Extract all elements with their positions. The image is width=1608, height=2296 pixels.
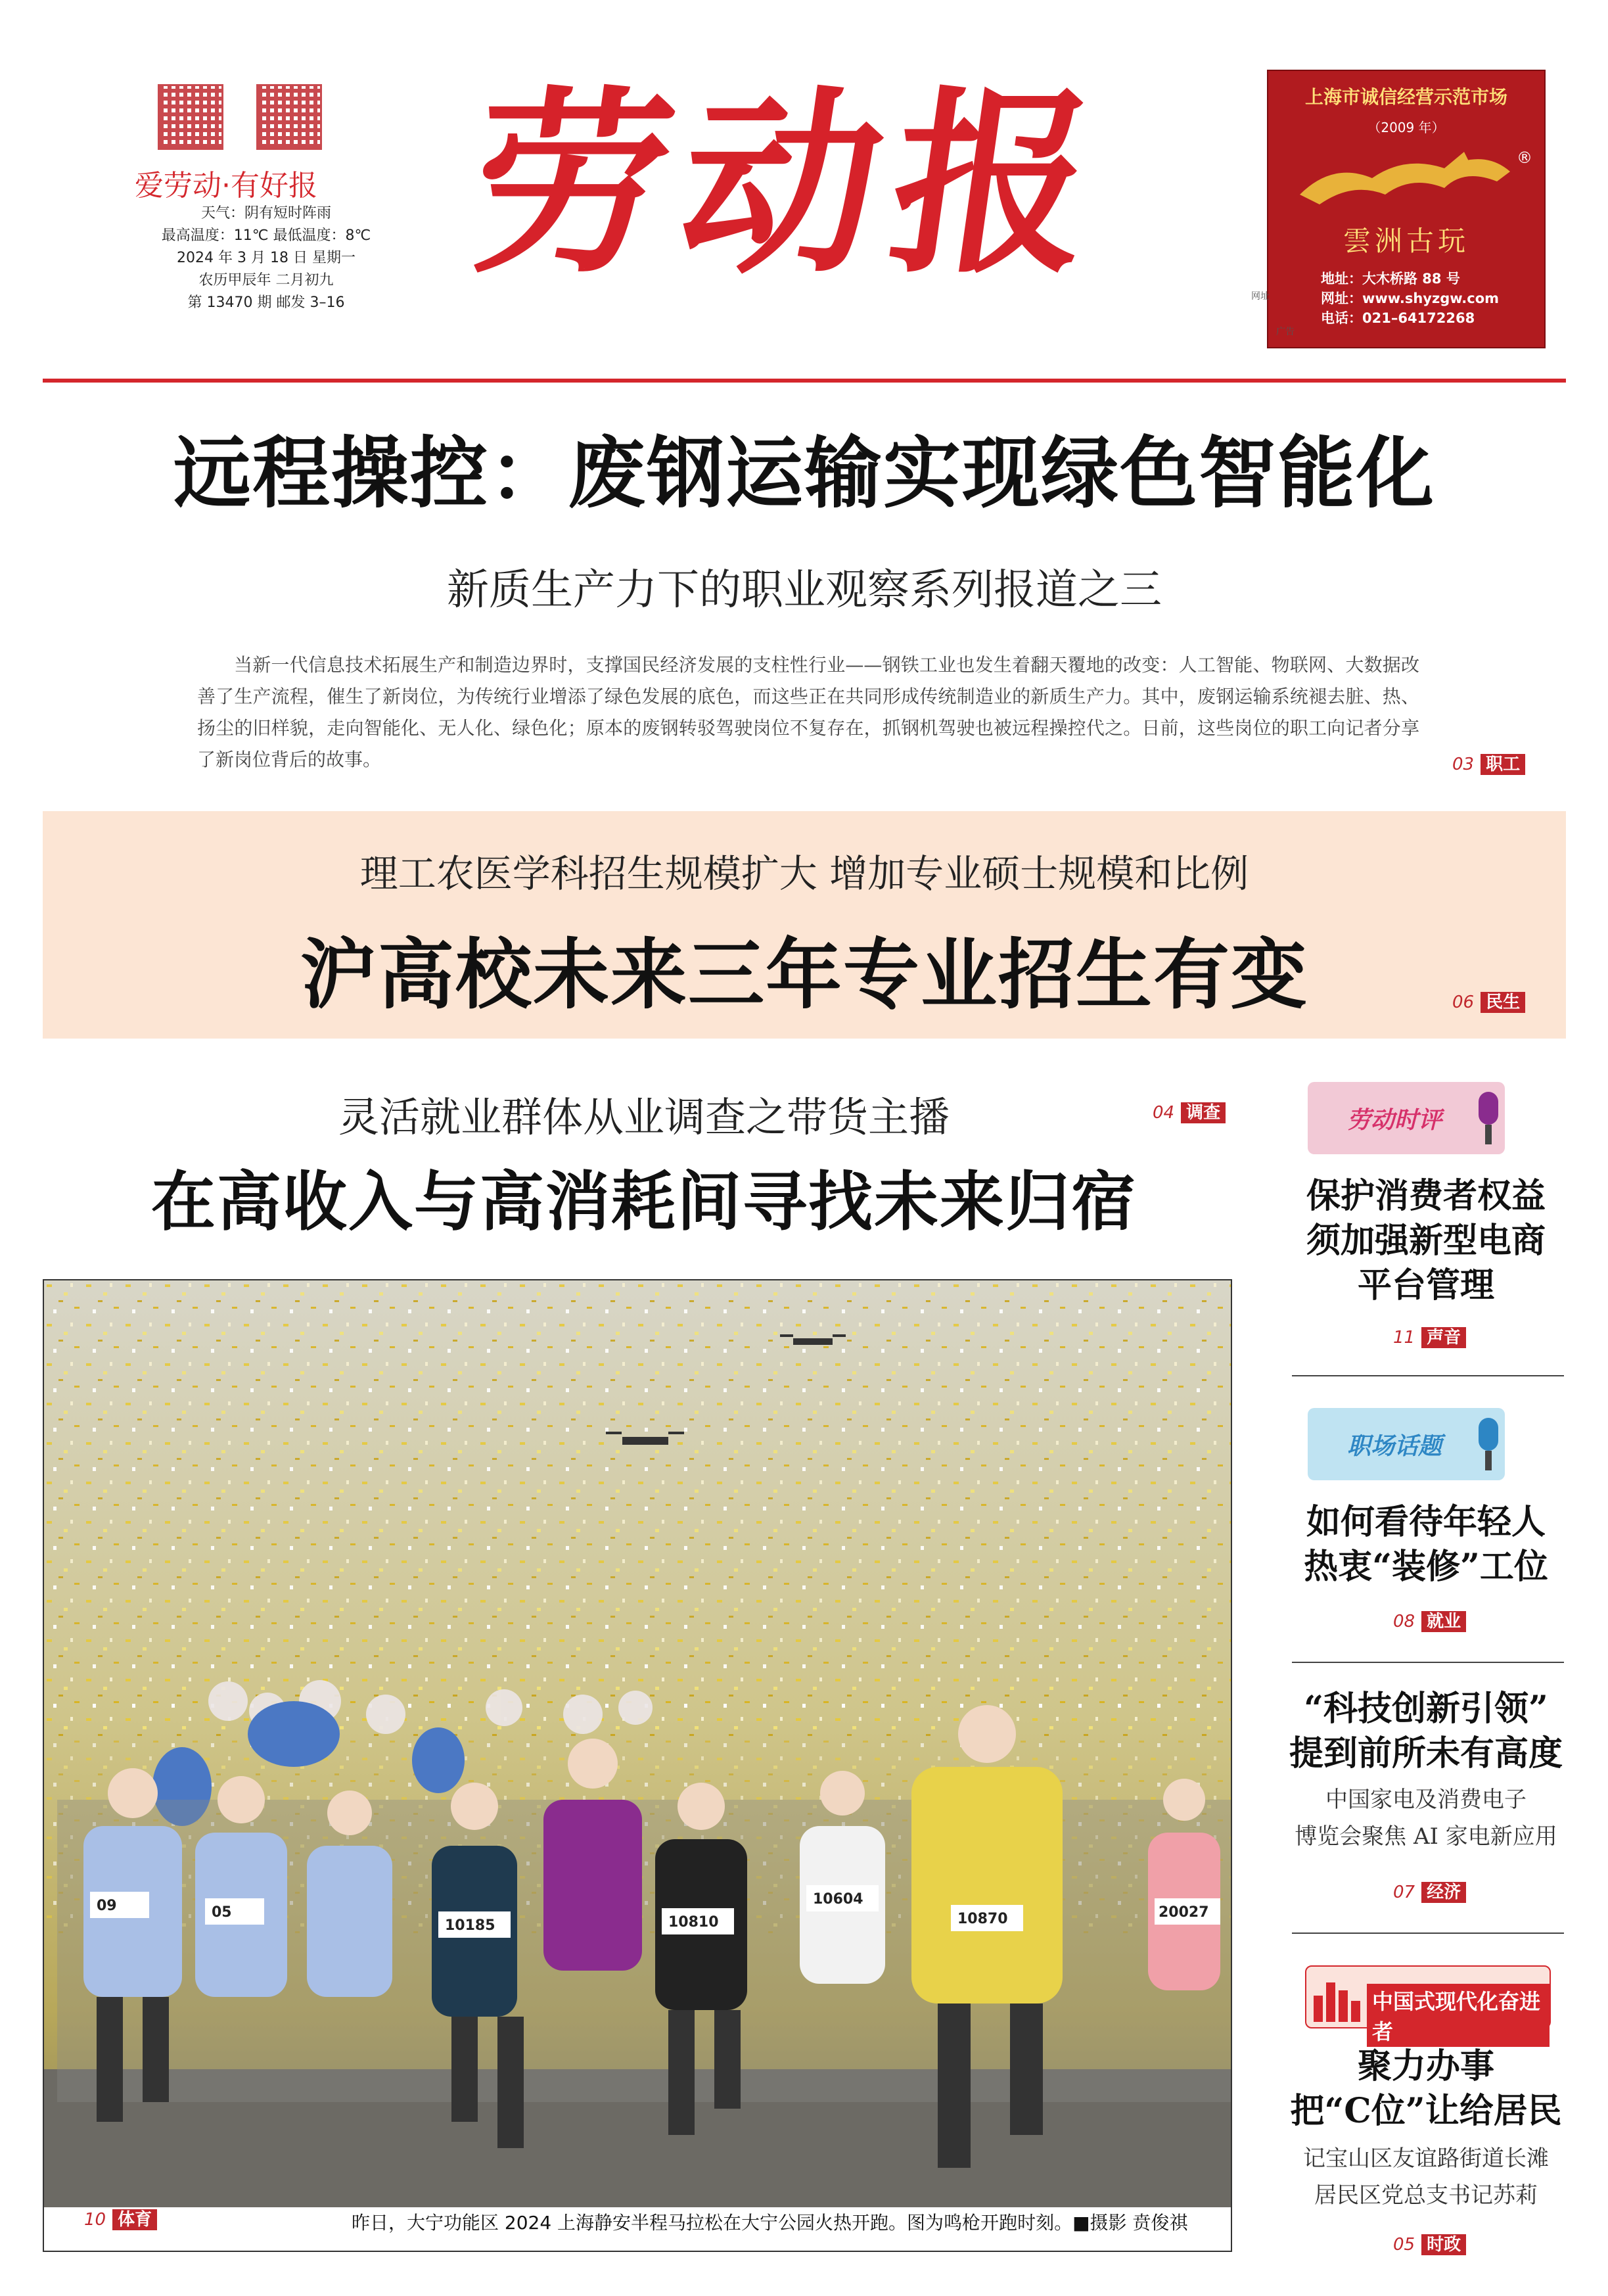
section-label: 经济 (1421, 1882, 1466, 1903)
badge-text: 劳动时评 (1347, 1107, 1442, 1134)
lead-body: 当新一代信息技术拓展生产和制造边界时，支撑国民经济发展的支柱性行业——钢铁工业也发生着翻天覆地的改变：人工智能、物联网、大数据改善了生产流程，催生了新岗位，为传统行业增添了绿色发展的底色，而这些正在共同形成传统制造业的新质生产力。其中，废钢运输系统褪去脏、热、扬尘的旧样貌，走向智能化、无人化、绿色化；原本的废钢转驳驾驶岗位不复存在，抓钢机驾驶也被远程操控代之。日前，这些岗位的职工向记者分享了新岗位背后的故事。 (197, 654, 1419, 770)
side-1-title[interactable] (1288, 1174, 1564, 1308)
page-number: 06 (1452, 993, 1475, 1012)
photo-tag[interactable] (84, 2206, 157, 2230)
bib-number: 10810 (668, 1914, 719, 1931)
badge-workplace-topic (1308, 1408, 1505, 1480)
side-3-title[interactable] (1288, 1687, 1564, 1776)
bib-number: 09 (97, 1898, 117, 1914)
page-number: 03 (1452, 755, 1475, 774)
horse-logo-icon (1293, 142, 1517, 214)
bib-number: 10604 (813, 1891, 863, 1908)
section-label: 就业 (1421, 1611, 1466, 1632)
bib-number: 05 (212, 1904, 232, 1921)
section-label: 时政 (1421, 2234, 1466, 2255)
side-divider (1292, 1662, 1564, 1663)
side-divider (1292, 1375, 1564, 1376)
title-line: 聚力办事 (1357, 2046, 1494, 2086)
microphone-icon (1465, 1415, 1511, 1474)
photo-caption: 昨日，大宁功能区 2024 上海静安半程马拉松在大宁公园火热开跑。图为鸣枪开跑时刻。■摄影 贲俊祺 (352, 2212, 1188, 2234)
issue-info (135, 202, 398, 314)
ad-year: （2009 年） (1367, 120, 1445, 135)
title-line: 把“C位”让给居民 (1290, 2091, 1562, 2131)
ad-website[interactable]: 网址：www.shyzgw.com (1321, 291, 1500, 306)
badge-text: 职场话题 (1347, 1433, 1442, 1460)
badge-modernization (1305, 1965, 1551, 2044)
survey-kicker: 灵活就业群体从业调查之带货主播 (338, 1093, 950, 1141)
section-label: 体育 (112, 2209, 157, 2230)
badge-text: 中国式现代化奋进者 (1367, 1984, 1550, 2047)
survey-headline[interactable]: 在高收入与高消耗间寻找未来归宿 (150, 1164, 1137, 1240)
lunar-date: 农历甲辰年 二月初九 (198, 272, 334, 289)
ad-site-label: 网址 (1251, 291, 1270, 302)
issue-number: 第 13470 期 邮发 3–16 (187, 294, 345, 311)
marathon-photo[interactable] (43, 1279, 1232, 2252)
lead-headline[interactable]: 远程操控：废钢运输实现绿色智能化 (173, 427, 1435, 519)
side-divider (1292, 1933, 1564, 1934)
side-2-title[interactable] (1288, 1500, 1564, 1589)
title-line: “科技创新引领” (1304, 1689, 1548, 1729)
section-label: 调查 (1181, 1102, 1226, 1123)
ad-phone: 电话：021–64172268 (1321, 310, 1475, 326)
side-4-tag[interactable] (1393, 2231, 1466, 2255)
side-3-desc (1288, 1781, 1564, 1855)
ad-brand: 雲洲古玩 (1343, 225, 1469, 257)
desc-line: 博览会聚焦 AI 家电新应用 (1295, 1823, 1557, 1850)
bib-number: 10870 (957, 1911, 1008, 1927)
edu-kicker: 理工农医学科招生规模扩大 增加专业硕士规模和比例 (359, 851, 1249, 896)
page-number: 04 (1153, 1103, 1175, 1123)
title-line: 保护消费者权益 (1306, 1176, 1546, 1216)
section-label: 民生 (1481, 992, 1525, 1013)
page-number: 08 (1393, 1612, 1415, 1631)
survey-tag[interactable] (1153, 1099, 1226, 1123)
title-line: 热衷“装修”工位 (1304, 1547, 1548, 1587)
registered-mark: ® (1517, 149, 1532, 167)
edu-headline[interactable]: 沪高校未来三年专业招生有变 (300, 930, 1308, 1019)
section-label: 声音 (1421, 1327, 1466, 1348)
qr-code-2[interactable] (256, 84, 322, 150)
ad-title: 上海市诚信经营示范市场 (1304, 86, 1507, 108)
lead-tag[interactable] (1452, 751, 1525, 775)
page-number: 10 (84, 2210, 106, 2230)
side-3-tag[interactable] (1393, 1879, 1466, 1903)
newspaper-logo: 劳动报 (457, 68, 1120, 300)
desc-line: 中国家电及消费电子 (1325, 1787, 1527, 1813)
page-number: 11 (1393, 1328, 1415, 1347)
temperatures: 最高温度：11℃ 最低温度：8℃ (161, 227, 371, 244)
page-number: 05 (1393, 2235, 1415, 2255)
side-1-tag[interactable] (1393, 1324, 1466, 1348)
desc-line: 居民区党总支书记苏莉 (1314, 2182, 1538, 2209)
bib-number: 10185 (445, 1917, 495, 1934)
bib-number: 20027 (1159, 1904, 1209, 1921)
weather: 天气：阴有短时阵雨 (200, 205, 331, 222)
side-4-title[interactable] (1288, 2044, 1564, 2134)
city-skyline-icon (1310, 1976, 1363, 2022)
title-line: 提到前所未有高度 (1289, 1733, 1563, 1773)
ad-contact (1321, 268, 1538, 327)
title-line: 须加强新型电商 (1306, 1221, 1546, 1261)
microphone-icon (1465, 1089, 1511, 1148)
ad-address: 地址：大木桥路 88 号 (1321, 271, 1460, 287)
qr-code-1[interactable] (158, 84, 223, 150)
title-line: 平台管理 (1357, 1265, 1494, 1305)
marathon-scene (44, 1280, 1232, 2252)
desc-line: 记宝山区友谊路街道长滩 (1303, 2145, 1549, 2172)
section-label: 职工 (1481, 754, 1525, 775)
ad-box[interactable] (1267, 70, 1546, 348)
ad-mark: 广告 (1276, 327, 1295, 337)
lead-subhead: 新质生产力下的职业观察系列报道之三 (447, 566, 1162, 615)
side-4-desc (1288, 2140, 1564, 2214)
page-number: 07 (1393, 1883, 1415, 1902)
side-2-tag[interactable] (1393, 1608, 1466, 1632)
date: 2024 年 3 月 18 日 星期一 (177, 250, 356, 266)
title-line: 如何看待年轻人 (1306, 1502, 1546, 1542)
badge-labor-commentary (1308, 1082, 1505, 1154)
edu-tag[interactable] (1452, 989, 1525, 1013)
masthead-rule (43, 379, 1566, 383)
slogan: 爱劳动·有好报 (135, 169, 317, 202)
